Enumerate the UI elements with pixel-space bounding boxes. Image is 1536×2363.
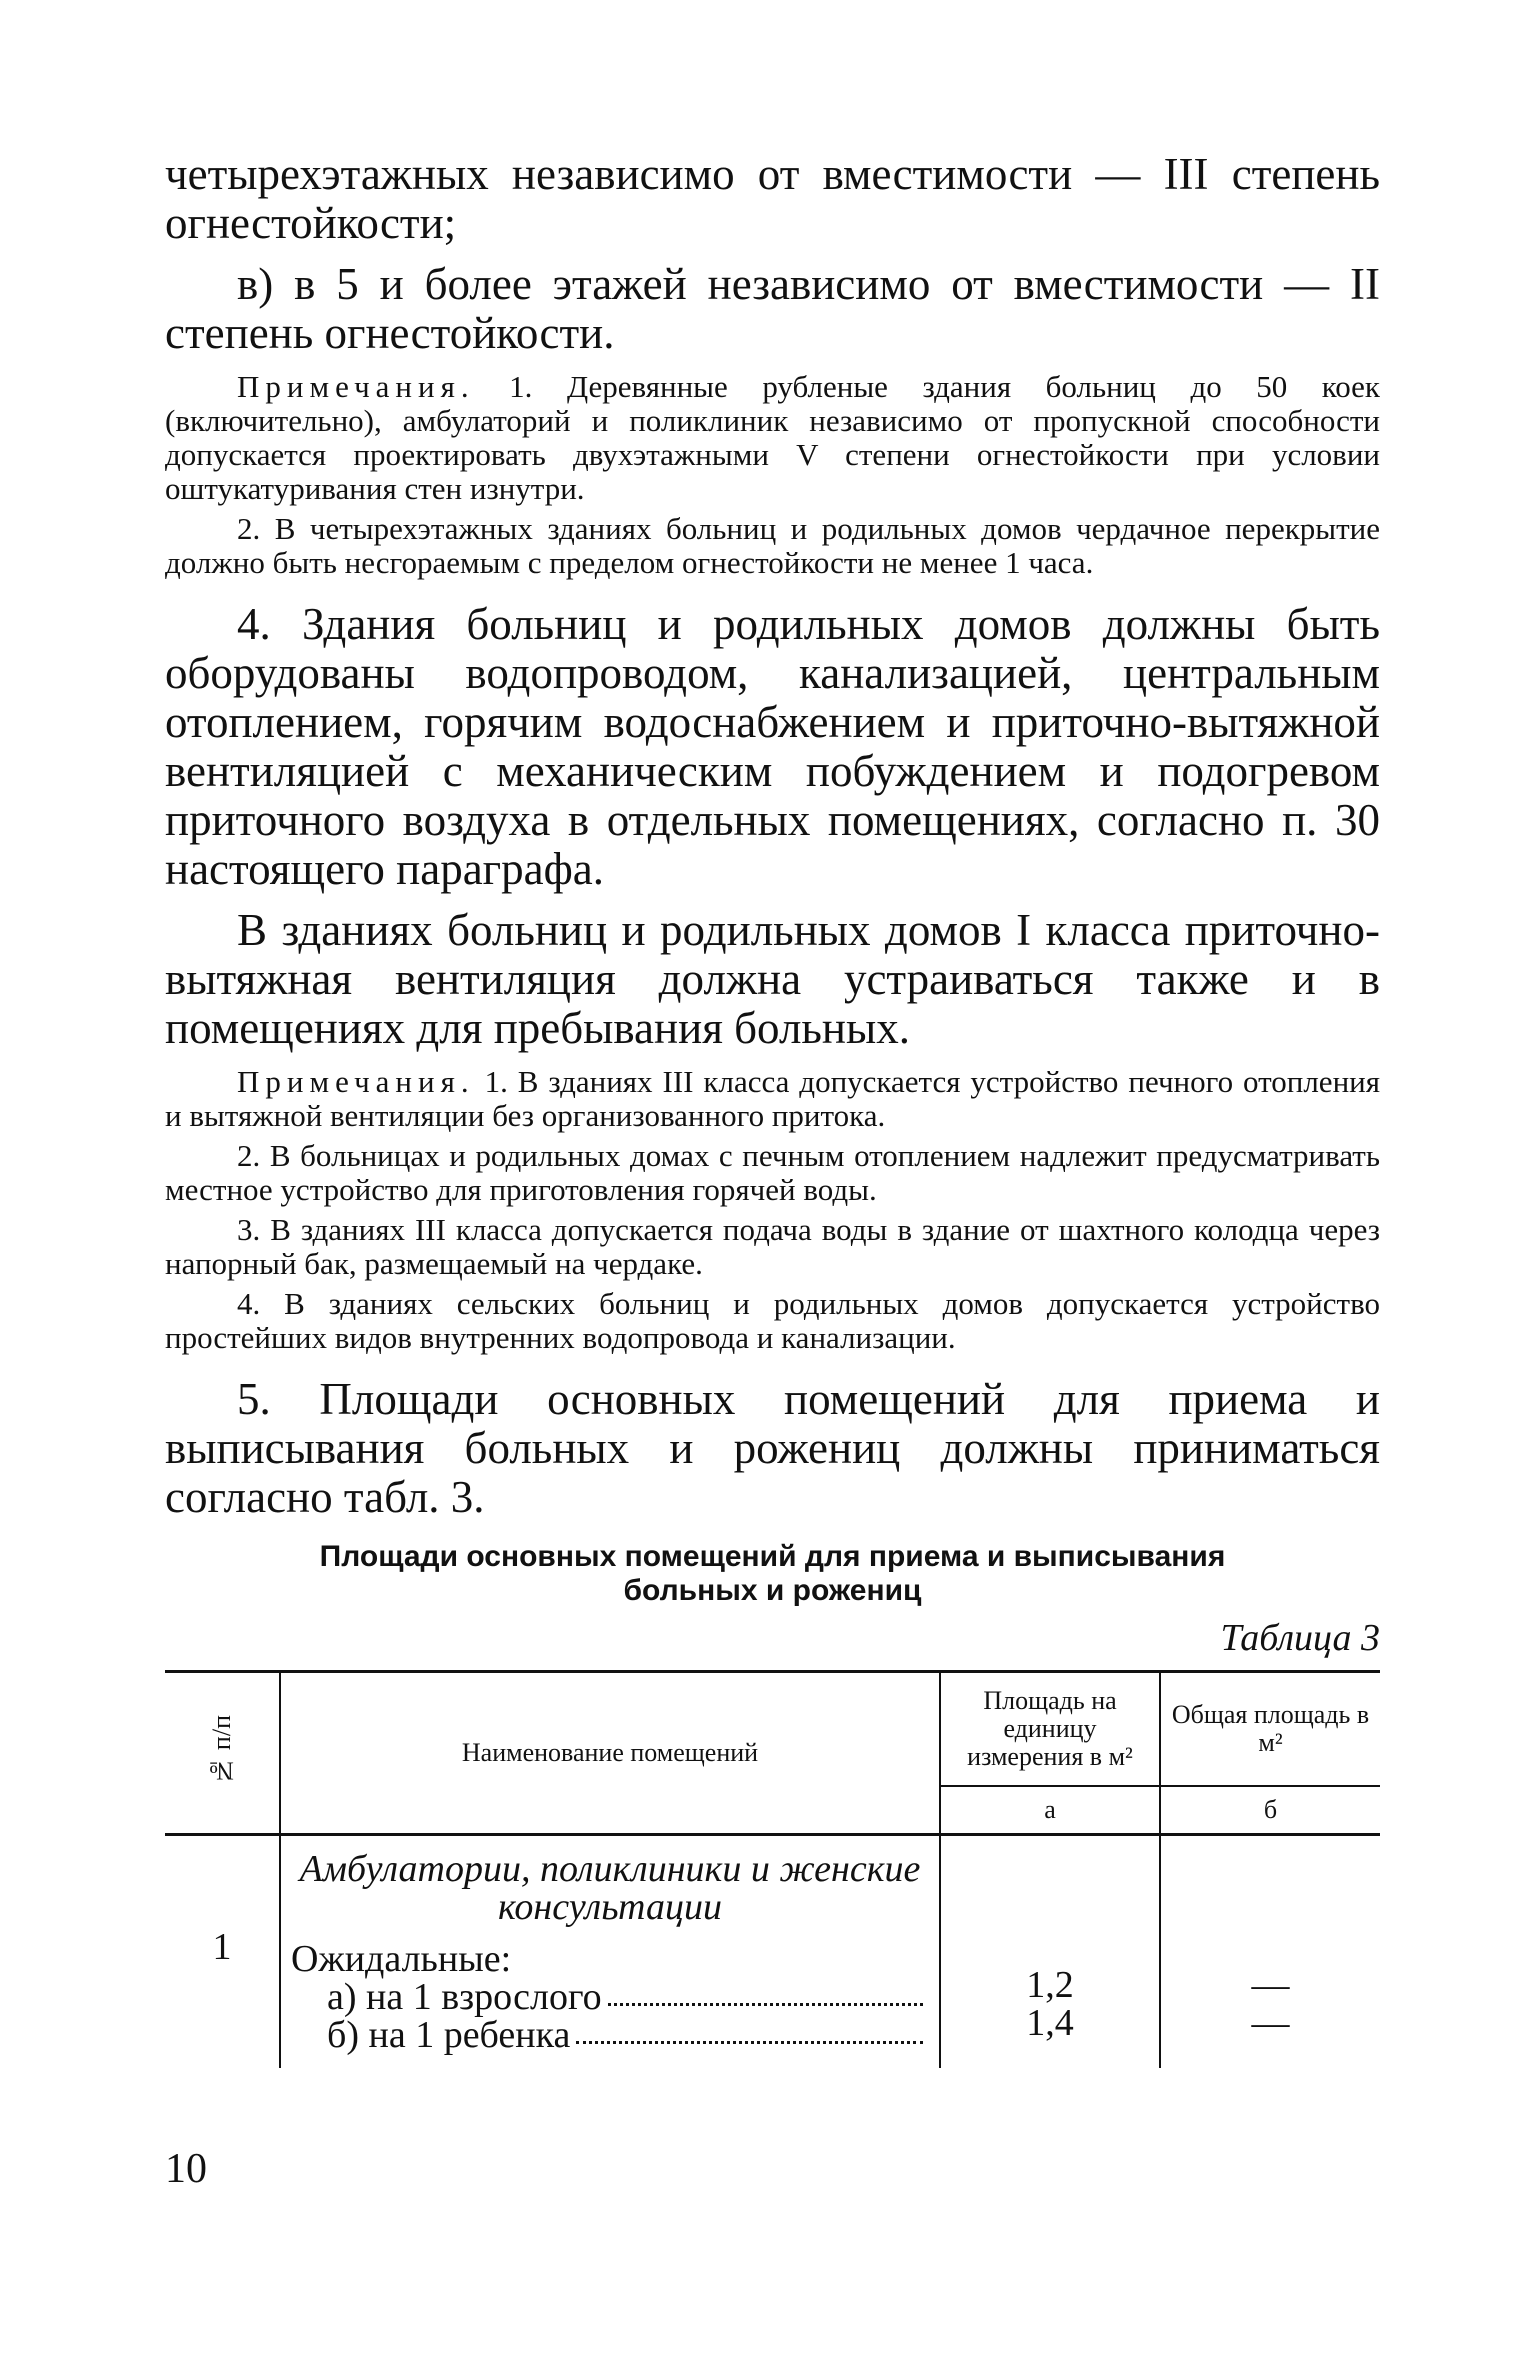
paragraph: четырехэтажных независимо от вместимости — III степень огнестойкости;	[165, 149, 1380, 248]
paragraph: в) в 5 и более этажей независимо от вместимости — II степень огнестойкости.	[165, 259, 1380, 358]
row-name: Ожидальные:	[291, 1938, 512, 1980]
note-text: 1. Деревянные рубленые здания больниц до 50 коек (включительно), амбулаторий и поликлиник независимо от пропускной способности допускается проектировать двухэтажными V степени огнестойкости при условии оштукатуривания стен изнутри.	[165, 369, 1380, 506]
table-title: Площади основных помещений для приема и выписывания больных и рожениц	[319, 1540, 1226, 1607]
note: 3. В зданиях III класса допускается подача воды в здание от шахтного колодца через напорный бак, размещаемый на чердаке.	[165, 1212, 1380, 1281]
paragraph: 5. Площади основных помещений для приема и выписывания больных и рожениц должны приниматься согласно табл. 3.	[165, 1374, 1380, 1522]
col-sub-b: б	[1160, 1786, 1380, 1835]
paragraph: 4. Здания больниц и родильных домов должны быть оборудованы водопроводом, канализацией, центральным отоплением, горячим водоснабжением и приточно-вытяжной вентиляцией с механическим побуждением и подогревом приточного воздуха в отдельных помещениях, согласно п. 30 настоящего параграфа.	[165, 599, 1380, 894]
note	[165, 1065, 1380, 1133]
table-label: Таблица 3	[1220, 1617, 1380, 1659]
page-content	[165, 150, 1380, 2068]
table-row	[165, 1835, 1380, 2069]
total-area-cell: — —	[1251, 1964, 1290, 2044]
note	[165, 370, 1380, 506]
note: 4. В зданиях сельских больниц и родильных домов допускается устройство простейших видов внутренних водопровода и канализации.	[165, 1286, 1380, 1355]
row-name-cell	[280, 1835, 940, 2069]
page-number: 10	[165, 2146, 207, 2192]
list-item: а) на 1 взрослого	[291, 1978, 929, 2016]
note-label: Примечания.	[237, 369, 475, 404]
col-header-unit-area: Площадь на единицу измерения в м²	[940, 1672, 1160, 1787]
col-header-total-area: Общая площадь в м²	[1160, 1672, 1380, 1787]
unit-area-cell: 1,2 1,4	[940, 1835, 1160, 2069]
paragraph: В зданиях больниц и родильных домов I класса приточно-вытяжная вентиляция должна устраиваться также и в помещениях для пребывания больных.	[165, 905, 1380, 1053]
col-header-num: № п/п	[165, 1672, 280, 1835]
list-item: б) на 1 ребенка	[291, 2016, 929, 2054]
col-header-name: Наименование помещений	[280, 1672, 940, 1835]
row-number: 1	[165, 1835, 280, 2069]
section-heading: Амбулатории, поликлиники и женские консультации	[299, 1848, 921, 1928]
note: 2. В больницах и родильных домах с печным отоплением надлежит предусматривать местное устройство для приготовления горячей воды.	[165, 1138, 1380, 1207]
note-label: Примечания.	[237, 1064, 475, 1099]
note: 2. В четырехэтажных зданиях больниц и родильных домов чердачное перекрытие должно быть несгораемым с пределом огнестойкости не менее 1 часа.	[165, 511, 1380, 580]
area-table	[165, 1670, 1380, 2068]
col-sub-a: а	[940, 1786, 1160, 1835]
note-text: 1. В зданиях III класса допускается устройство печного отопления и вытяжной вентиляции без организованного притока.	[165, 1064, 1381, 1133]
